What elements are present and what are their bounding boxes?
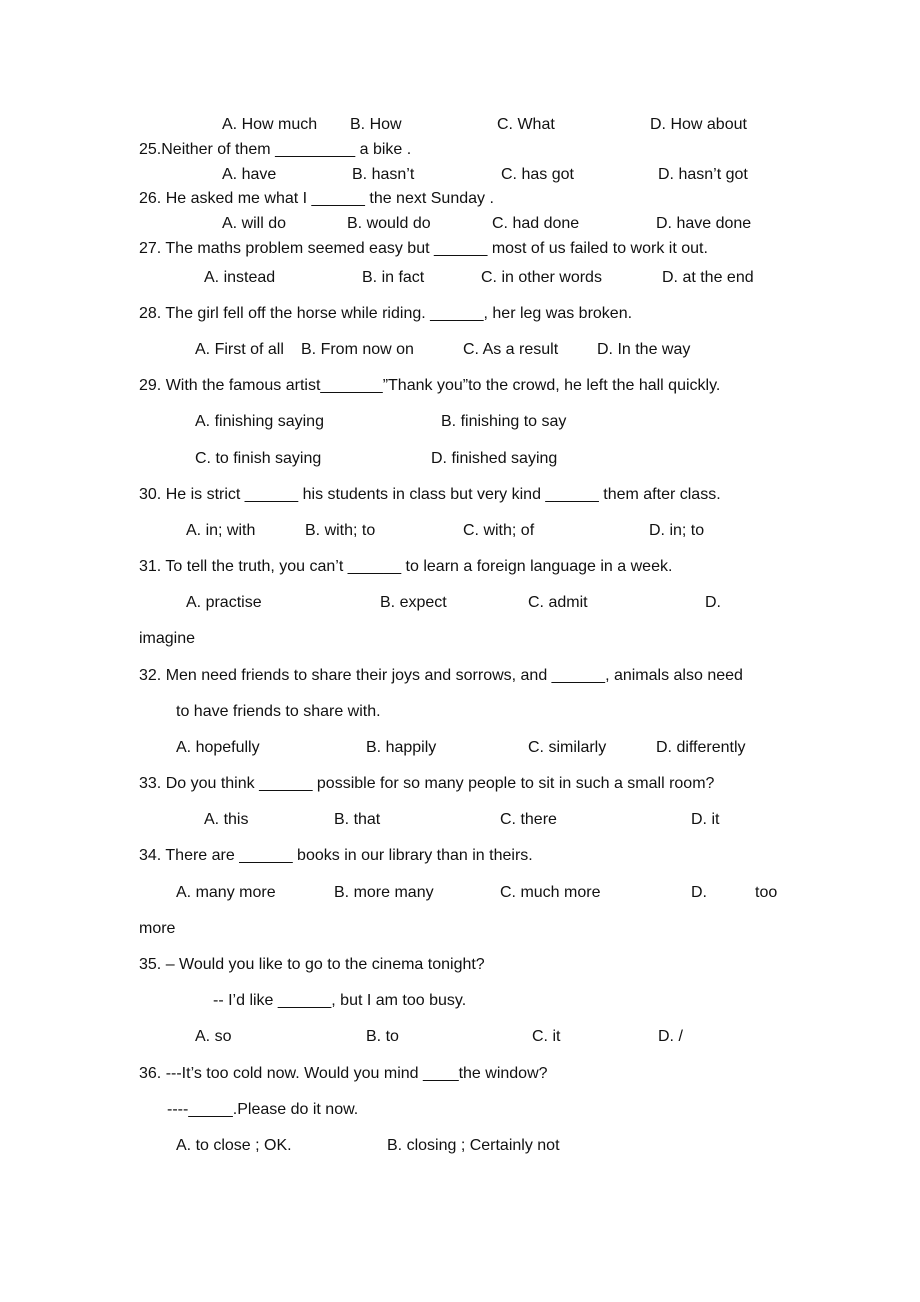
q25-option-d: D. hasn’t got xyxy=(658,166,748,183)
q35-option-a: A. so xyxy=(195,1028,232,1045)
q35-reply: -- I’d like ______, but I am too busy. xyxy=(213,992,467,1009)
q28-stem: 28. The girl fell off the horse while riding. ______, her leg was broken. xyxy=(139,305,633,322)
q32-stem-continued: to have friends to share with. xyxy=(176,703,381,720)
q34-option-c: C. much more xyxy=(500,884,601,901)
q33-option-b: B. that xyxy=(334,811,381,828)
q26-option-b: B. would do xyxy=(347,215,431,232)
q36-stem: 36. ---It’s too cold now. Would you mind ____the window? xyxy=(139,1065,548,1082)
q34-option-d-text-continued: more xyxy=(139,920,176,937)
q25-option-c: C. has got xyxy=(501,166,574,183)
q28-option-d: D. In the way xyxy=(597,341,691,358)
q27-option-b: B. in fact xyxy=(362,269,425,286)
q27-stem: 27. The maths problem seemed easy but ______ most of us failed to work it out. xyxy=(139,240,708,257)
q32-option-c: C. similarly xyxy=(528,739,607,756)
q29-stem: 29. With the famous artist_______”Thank you”to the crowd, he left the hall quickly. xyxy=(139,377,721,394)
q32-option-a: A. hopefully xyxy=(176,739,260,756)
q33-option-d: D. it xyxy=(691,811,720,828)
q30-option-b: B. with; to xyxy=(305,522,376,539)
q34-stem: 34. There are ______ books in our library than in theirs. xyxy=(139,847,533,864)
q30-option-a: A. in; with xyxy=(186,522,256,539)
q26-stem: 26. He asked me what I ______ the next Sunday . xyxy=(139,190,494,207)
q35-stem: 35. – Would you like to go to the cinema tonight? xyxy=(139,956,485,973)
q30-option-d: D. in; to xyxy=(649,522,705,539)
q34-option-d-text: too xyxy=(755,884,778,901)
q27-option-c: C. in other words xyxy=(481,269,602,286)
q25-option-b: B. hasn’t xyxy=(352,166,415,183)
q34-option-b: B. more many xyxy=(334,884,434,901)
q30-option-c: C. with; of xyxy=(463,522,535,539)
q25-stem: 25.Neither of them _________ a bike . xyxy=(139,141,412,158)
q27-option-a: A. instead xyxy=(204,269,276,286)
q33-stem: 33. Do you think ______ possible for so many people to sit in such a small room? xyxy=(139,775,715,792)
q35-option-c: C. it xyxy=(532,1028,561,1045)
q32-option-d: D. differently xyxy=(656,739,746,756)
q29-option-c: C. to finish saying xyxy=(195,450,322,467)
q25-option-a: A. have xyxy=(222,166,277,183)
q36-option-b: B. closing ; Certainly not xyxy=(387,1137,560,1154)
q31-option-a: A. practise xyxy=(186,594,262,611)
q26-option-c: C. had done xyxy=(492,215,580,232)
q31-option-c: C. admit xyxy=(528,594,588,611)
q26-option-d: D. have done xyxy=(656,215,752,232)
q31-option-d-letter: D. xyxy=(705,594,721,611)
q24-option-d: D. How about xyxy=(650,116,747,133)
q29-option-a: A. finishing saying xyxy=(195,413,324,430)
q29-option-d: D. finished saying xyxy=(431,450,558,467)
q29-option-b: B. finishing to say xyxy=(441,413,567,430)
q26-option-a: A. will do xyxy=(222,215,287,232)
q32-option-b: B. happily xyxy=(366,739,437,756)
q24-option-b: B. How xyxy=(350,116,402,133)
q33-option-c: C. there xyxy=(500,811,557,828)
q24-option-c: C. What xyxy=(497,116,555,133)
q28-option-b: B. From now on xyxy=(301,341,414,358)
q36-reply: ----_____.Please do it now. xyxy=(167,1101,359,1118)
q35-option-b: B. to xyxy=(366,1028,399,1045)
q27-option-d: D. at the end xyxy=(662,269,754,286)
q36-option-a: A. to close ; OK. xyxy=(176,1137,292,1154)
q31-option-d-text: imagine xyxy=(139,630,196,647)
q35-option-d: D. / xyxy=(658,1028,683,1045)
q31-stem: 31. To tell the truth, you can’t ______ to learn a foreign language in a week. xyxy=(139,558,673,575)
q32-stem: 32. Men need friends to share their joys and sorrows, and ______, animals also need xyxy=(139,667,743,684)
q33-option-a: A. this xyxy=(204,811,249,828)
q24-option-a: A. How much xyxy=(222,116,318,133)
q31-option-b: B. expect xyxy=(380,594,447,611)
q34-option-a: A. many more xyxy=(176,884,276,901)
q30-stem: 30. He is strict ______ his students in class but very kind ______ them after class. xyxy=(139,486,721,503)
q28-option-a: A. First of all xyxy=(195,341,284,358)
q28-option-c: C. As a result xyxy=(463,341,559,358)
q34-option-d-letter: D. xyxy=(691,884,707,901)
